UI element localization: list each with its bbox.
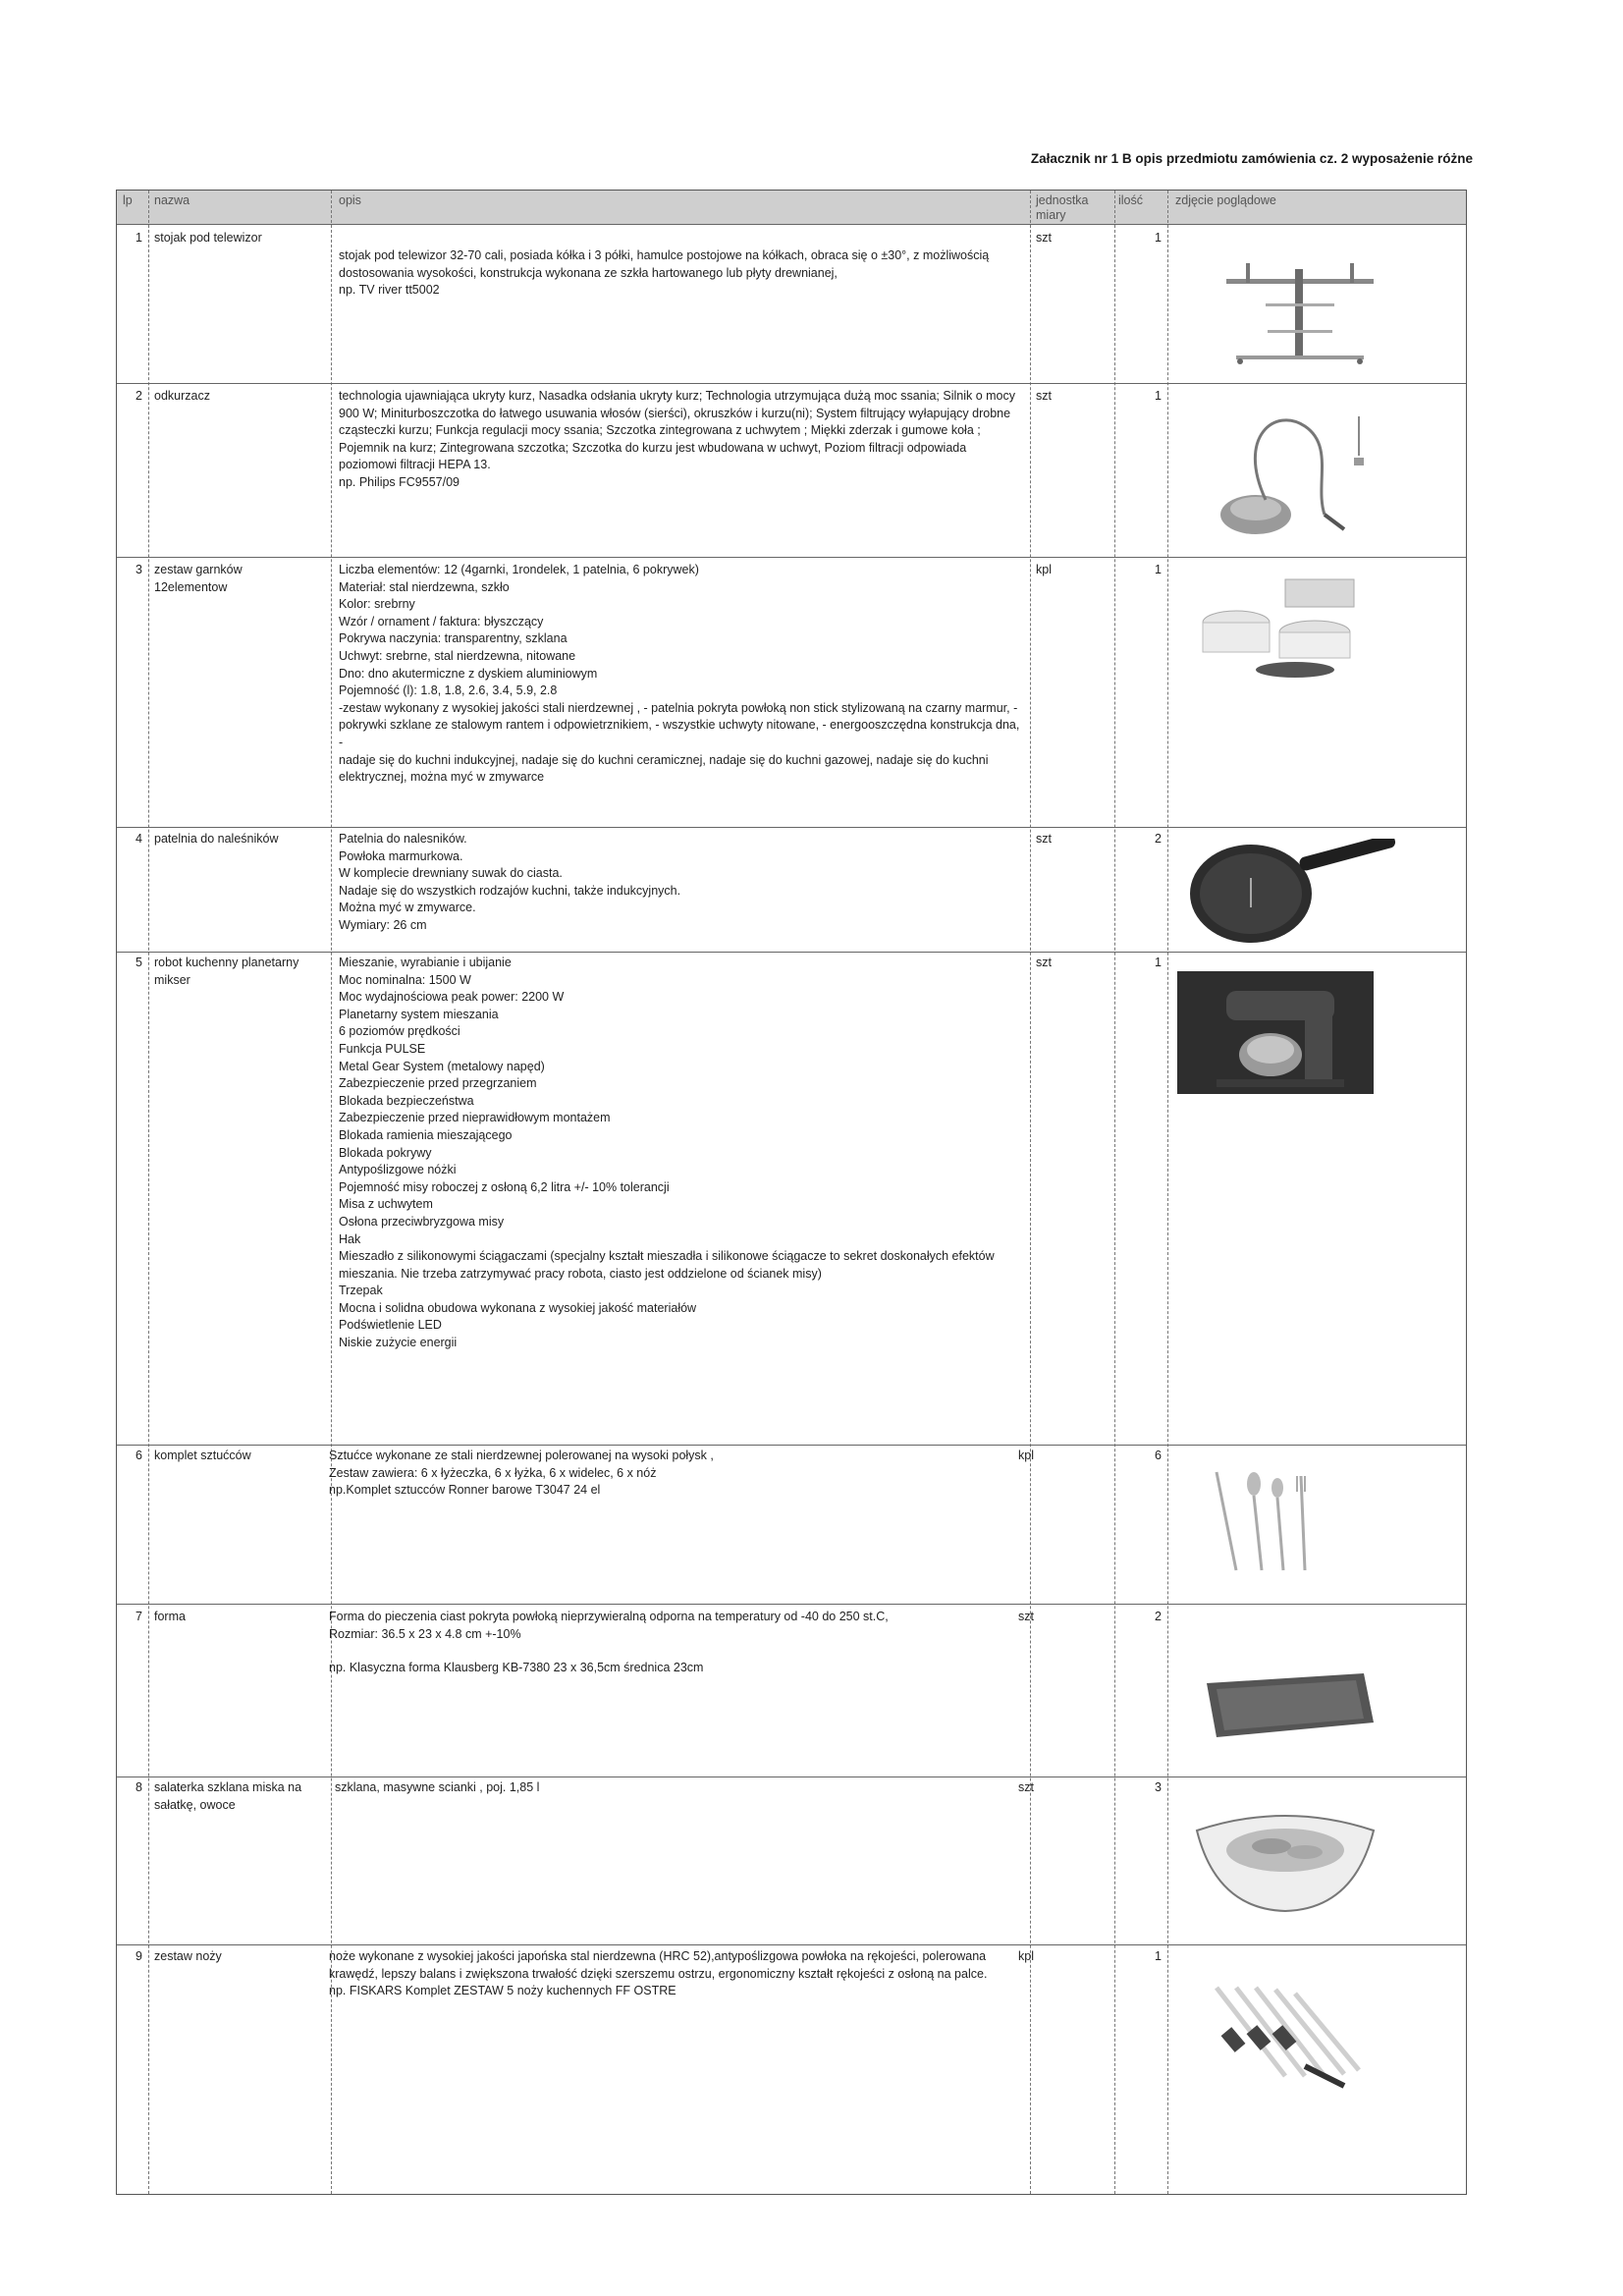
row-7-description: Forma do pieczenia ciast pokryta powłoką nieprzywieralną odporna na temperatury od -40 do 250 st.C, Rozmiar: 36.5 x 23 x 4.8 cm +-10% np. Klasyczna forma Klausberg KB-7380 23 x 36,5cm średnica 23cm — [329, 1610, 889, 1675]
vacuum-picture — [1197, 397, 1393, 544]
row-divider — [117, 952, 1466, 953]
row-2-unit: szt — [1036, 389, 1052, 403]
column-divider — [1167, 191, 1168, 2194]
column-divider — [331, 191, 332, 2194]
row-4-unit: szt — [1036, 832, 1052, 846]
row-divider — [117, 557, 1466, 558]
row-3-description: Liczba elementów: 12 (4garnki, 1rondelek, 1 patelnia, 6 pokrywek) Materiał: stal nierdzewna, szkło Kolor: srebrny Wzór / ornament / faktura: błyszczący Pokrywa naczynia: transparentny, szklana Uchwyt: srebrne, stal nierdzewna, nitowane Dno: dno akutermiczne z dyskiem aluminiowym Pojemność (l): 1.8, 1.8, 2.6, 3.4, 5.9, 2.8 -zestaw wykonany z wysokiej jakości stali nierdzewnej , - patelnia pokryta powłoką non stick stylizowaną na czarny marmur, - pokrywki szklane ze stalowym rantem i odpowietrznikiem, - wszystkie uchwyty nitowane, - energooszczędna konstrukcja dna, - nadaje się do kuchni indukcyjnej, nadaje się do kuchni ceramicznej, nadaje się do kuchni gazowej, nadaje się do kuchni elektrycznej, można myć w zmywarce — [339, 563, 1020, 785]
row-8-qty: 3 — [1155, 1780, 1162, 1794]
row-2-name: odkurzacz — [154, 389, 210, 403]
row-9-name: zestaw noży — [154, 1949, 222, 1963]
row-6-lp: 6 — [135, 1449, 142, 1462]
row-7-qty: 2 — [1155, 1610, 1162, 1623]
mixer-picture — [1177, 971, 1374, 1094]
row-1-lp: 1 — [135, 231, 142, 245]
row-2-description: technologia ujawniająca ukryty kurz, Nasadka odsłania ukryty kurz; Technologia utrzymująca dużą moc ssania; Silnik o mocy 900 W; Miniturboszczotka do łatwego usuwania włosów (sierści), okruszków i kurzu(ni); System filtrujący wyłapujący drobne cząsteczki kurzu; Funkcja regulacji mocy ssania; Szczotka zintegrowana z uchwytem ; Miękki zderzak i gumowe koła ; Pojemnik na kurz; Zintegrowana szczotka; Szczotka do kurzu jest wbudowana w uchwyt, Poziom filtracji odpowiada poziomowi filtracji HEPA 13. np. Philips FC9557/09 — [339, 389, 1015, 489]
row-9-description: noże wykonane z wysokiej jakości japońska stal nierdzewna (HRC 52),antypoślizgowa powłoka na rękojeści, polerowana krawędź, lepszy balans i zwiększona trwałość dzięki szerszemu ostrzu, ergonomiczny kształt rękojeści z osłoną na palce. np. FISKARS Komplet ZESTAW 5 noży kuchennych FF OSTRE — [329, 1949, 988, 1998]
row-8-lp: 8 — [135, 1780, 142, 1794]
baking-form-picture — [1187, 1654, 1383, 1752]
row-7-lp: 7 — [135, 1610, 142, 1623]
crepe-pan-picture — [1182, 839, 1408, 947]
column-divider — [148, 191, 149, 2194]
row-2-lp: 2 — [135, 389, 142, 403]
row-6-unit: kpl — [1018, 1449, 1034, 1462]
header-lp: lp — [123, 193, 133, 207]
row-4-qty: 2 — [1155, 832, 1162, 846]
cutlery-picture — [1197, 1462, 1344, 1580]
row-divider — [117, 1944, 1466, 1945]
header-ilosc: ilość — [1118, 193, 1144, 207]
row-1-name: stojak pod telewizor — [154, 231, 262, 245]
row-5-qty: 1 — [1155, 956, 1162, 969]
row-7-name: forma — [154, 1610, 186, 1623]
row-6-qty: 6 — [1155, 1449, 1162, 1462]
row-4-lp: 4 — [135, 832, 142, 846]
document-title: Załacznik nr 1 B opis przedmiotu zamówienia cz. 2 wyposażenie różne — [1030, 151, 1473, 166]
row-8-description: szklana, masywne scianki , poj. 1,85 l — [335, 1780, 540, 1794]
knife-set-picture — [1197, 1968, 1383, 2096]
tv-stand-picture — [1207, 249, 1393, 367]
row-2-qty: 1 — [1155, 389, 1162, 403]
row-4-description: Patelnia do nalesników. Powłoka marmurkowa. W komplecie drewniany suwak do ciasta. Nadaje się do wszystkich rodzajów kuchni, także indukcyjnych. Można myć w zmywarce. Wymiary: 26 cm — [339, 832, 681, 932]
row-9-qty: 1 — [1155, 1949, 1162, 1963]
header-jednostka-miary: jednostka miary — [1036, 193, 1089, 222]
row-9-unit: kpl — [1018, 1949, 1034, 1963]
row-1-unit: szt — [1036, 231, 1052, 245]
row-5-description: Mieszanie, wyrabianie i ubijanie Moc nominalna: 1500 W Moc wydajnościowa peak power: 2200 W Planetarny system mieszania 6 poziomów prędkości Funkcja PULSE Metal Gear System (metalowy napęd) Zabezpieczenie przed przegrzaniem Blokada bezpieczeństwa Zabezpieczenie przed nieprawidłowym montażem Blokada ramienia mieszającego Blokada pokrywy Antypoślizgowe nóżki Pojemność misy roboczej z osłoną 6,2 litra +/- 10% tolerancji Misa z uchwytem Osłona przeciwbryzgowa misy Hak Mieszadło z silikonowymi ściągaczami (specjalny kształt mieszadła i silikonowe ściągacze to sekret doskonałych efektów mieszania. Nie trzeba zatrzymywać pracy robota, ciasto jest oddzielone od ścianek misy) Trzepak Mocna i solidna obudowa wykonana z wysokiej jakość materiałów Podświetlenie LED Niskie zużycie energii — [339, 956, 995, 1350]
row-7-unit: szt — [1018, 1610, 1034, 1623]
row-5-unit: szt — [1036, 956, 1052, 969]
column-divider — [1030, 191, 1031, 2194]
salad-bowl-picture — [1187, 1791, 1383, 1919]
column-divider — [1114, 191, 1115, 2194]
row-3-unit: kpl — [1036, 563, 1052, 576]
row-6-description: Sztućce wykonane ze stali nierdzewnej polerowanej na wysoki połysk , Zestaw zawiera: 6 x łyżeczka, 6 x łyżka, 6 x widelec, 6 x nóż np.Komplet sztucców Ronner barowe T3047 24 el — [329, 1449, 714, 1498]
row-8-unit: szt — [1018, 1780, 1034, 1794]
row-divider — [117, 1604, 1466, 1605]
row-5-lp: 5 — [135, 956, 142, 969]
row-divider — [117, 224, 1466, 225]
row-8-name: salaterka szklana miska na sałatkę, owoce — [154, 1780, 302, 1812]
row-3-lp: 3 — [135, 563, 142, 576]
row-divider — [117, 827, 1466, 828]
row-1-description: stojak pod telewizor 32-70 cali, posiada kółka i 3 półki, hamulce postojowe na kółkach, obraca się o ±30°, z możliwością dostosowania wysokości, konstrukcja wykonana ze szkła hartowanego lub płyty drewnianej, np. TV river tt5002 — [339, 248, 990, 298]
specification-table — [116, 190, 1467, 2195]
row-1-qty: 1 — [1155, 231, 1162, 245]
pots-picture — [1187, 574, 1393, 682]
header-zdjecie: zdjęcie poglądowe — [1175, 193, 1276, 207]
row-divider — [117, 383, 1466, 384]
row-5-name: robot kuchenny planetarny mikser — [154, 956, 299, 987]
table-header — [117, 191, 1466, 224]
row-4-name: patelnia do naleśników — [154, 832, 279, 846]
row-divider — [117, 1445, 1466, 1446]
row-6-name: komplet sztućców — [154, 1449, 251, 1462]
row-3-name: zestaw garnków 12elementow — [154, 563, 243, 594]
row-9-lp: 9 — [135, 1949, 142, 1963]
row-3-qty: 1 — [1155, 563, 1162, 576]
header-nazwa: nazwa — [154, 193, 190, 207]
header-opis: opis — [339, 193, 361, 207]
